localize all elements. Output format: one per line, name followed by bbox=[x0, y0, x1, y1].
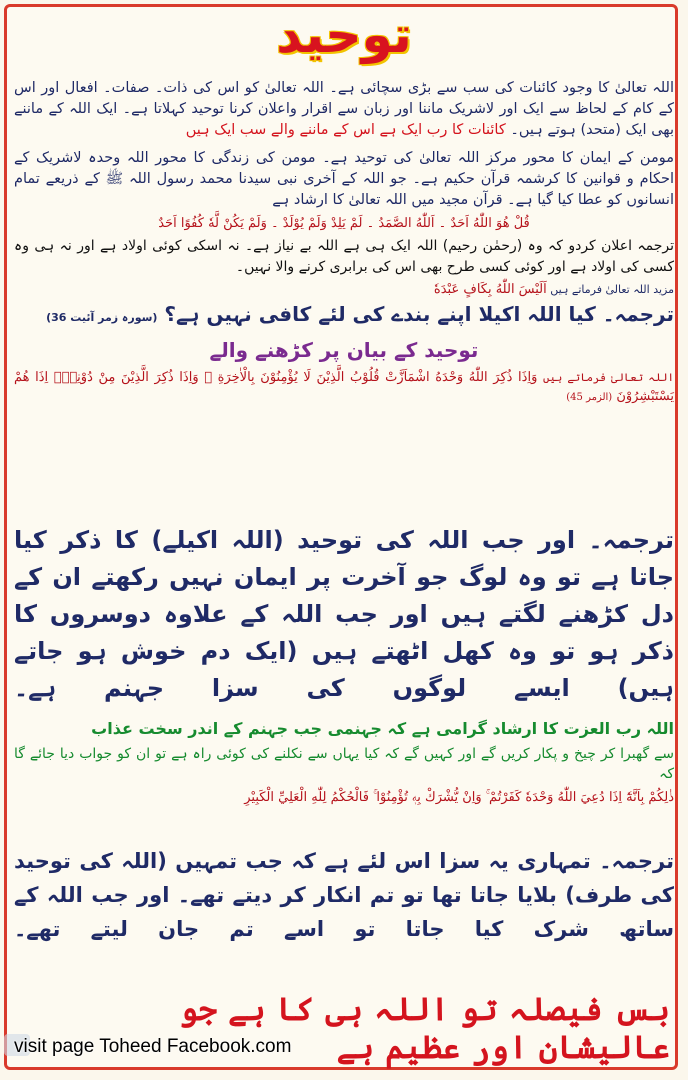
page-title: توحید bbox=[276, 6, 412, 64]
intro-text: اللہ تعالیٰ کا وجود کائنات کی سب سے بڑی سچائی ہے۔ اللہ تعالیٰ کو اس کی ذات۔ صفات۔ افعال اور اس کے کام کے لحاظ سے ایک اور لاشریک ماننا اور زبان سے اقرار واعلان کرنا توحید کہلاتا ہے۔ ایک اللہ کے ماننے بھی ایک (متحد) ہوتے ہیں۔ bbox=[14, 80, 674, 138]
verse-reference-2: (الزمر 45) bbox=[566, 392, 613, 403]
verse-intro bbox=[14, 280, 674, 299]
arabic-verse-zumar-36: اَلَيْسَ اللّٰهُ بِكَافٍ عَبْدَهٗ bbox=[433, 282, 547, 297]
footer-link[interactable]: visit page Toheed Facebook.com bbox=[14, 1036, 292, 1057]
translation2-text: ترجمہ۔ کیا اللہ اکیلا اپنے بندے کی لئے کافی نہیں ہے؟ bbox=[164, 302, 674, 326]
note-text: مزید اللہ تعالیٰ فرماتے ہیں bbox=[550, 283, 674, 296]
section-heading: توحید کے بیان پر کڑھنے والے bbox=[209, 338, 479, 362]
ikhlas-translation: ترجمہ اعلان کردو کہ وہ (رحمٰن رحیم) اللہ ایک ہی ہے اللہ بے نیاز ہے۔ نہ اسکی کوئی اولاد ہے اور نہ ہی وہ کسی کی اولاد ہے اور کوئی کسی طرح بھی اس کی برابری کرنے والا نہیں۔ bbox=[14, 238, 674, 275]
hell-dialogue-intro: اللہ رب العزت کا ارشاد گرامی ہے کہ جہنمی جب جہنم کے اندر سخت عذاب bbox=[91, 719, 674, 738]
verse-reference: (سورہ زمر آئیت 36) bbox=[46, 311, 158, 324]
arabic3-text: وَاِذَا ذُكِرَ اللّٰهُ وَحْدَهُ اشْمَاَزَّتْ قُلُوْبُ الَّذِيْنَ لَا يُؤْمِنُوْنَ بِالْاٰخِرَةِ ۚ وَاِذَا ذُكِرَ الَّذِيْنَ مِنْ دُوْنِهٖٓ اِذَا هُمْ يَسْتَبْشِرُوْنَ bbox=[14, 370, 674, 404]
intro-paragraph bbox=[14, 78, 674, 141]
zumar-36-translation bbox=[14, 302, 674, 326]
zumar-45-translation: ترجمہ۔ اور جب اللہ کی توحید (اللہ اکیلے) کا ذکر کیا جاتا ہے تو وہ لوگ جو آخرت پر ایمان نہیں رکھتے ان کے دل کڑھنے لگتے ہیں اور جب اللہ کے علاوہ دوسروں کا ذکر ہو تو وہ کھل اٹھتے ہیں (ایک دم خوش ہو جاتے ہیں) ایسے لوگوں کی سزا جہنم ہے۔ bbox=[14, 526, 674, 702]
faith-paragraph: مومن کے ایمان کا محور مرکز اللہ تعالیٰ کی توحید ہے۔ مومن کی زندگی کا محور اللہ وحدہ لاشریک کے احکام و قوانین کا کرشمہ قرآن حکیم ہے۔ جو اللہ کے آخری نبی سیدنا محمد رسول اللہ ﷺ کے ذریعے تمام انسانوں کو عطا کیا گیا ہے۔ قرآن مجید میں اللہ تعالیٰ کا ارشاد ہے bbox=[14, 150, 674, 208]
arabic-verse-ikhlas: قُلْ هُوَ اللّٰهُ اَحَدٌ ۔ اَللّٰهُ الصَّمَدُ ۔ لَمْ يَلِدْ وَلَمْ يُوْلَدْ ۔ وَلَمْ يَكُنْ لَّهٗ كُفُوًا اَحَدٌ bbox=[158, 216, 530, 231]
final-statement: بس فیصلہ تو اللہ ہی کا ہے جو عالیشان اور عظیم ہے bbox=[179, 990, 670, 1066]
arabic-verse-zumar-45 bbox=[14, 368, 674, 407]
hell-dialogue-continued: سے گھبرا کر چیخ و پکار کریں گے اور کہیں گے کہ کیا یہاں سے نکلنے کی کوئی راہ ہے تو ان کو جواب دیا جائے گا کہ bbox=[14, 746, 674, 782]
intro-highlight: کائنات کا رب ایک ہے اس کے ماننے والے سب ایک ہیں bbox=[185, 122, 506, 138]
ghafir-translation: ترجمہ۔ تمہاری یہ سزا اس لئے ہے کہ جب تمہیں (اللہ کی توحید کی طرف) بلایا جاتا تھا تو تم انکار کر دیتے تھے۔ اور جب اللہ کے ساتھ شرک کیا جاتا تو اسے تم جان لیتے تھے۔ bbox=[14, 849, 674, 941]
arabic-verse-ghafir: ذٰلِكُمْ بِاَنَّهٗٓ اِذَا دُعِيَ اللّٰهُ وَحْدَهٗ كَفَرْتُمْ ۚ وَاِنْ يُّشْرَكْ بِهٖ تُؤْمِنُوْا ۚ فَالْحُكْمُ لِلّٰهِ الْعَلِيِّ الْكَبِيْرِ bbox=[244, 790, 674, 805]
arabic3-label: اللہ تعالیٰ فرماتے ہیں bbox=[543, 371, 674, 384]
